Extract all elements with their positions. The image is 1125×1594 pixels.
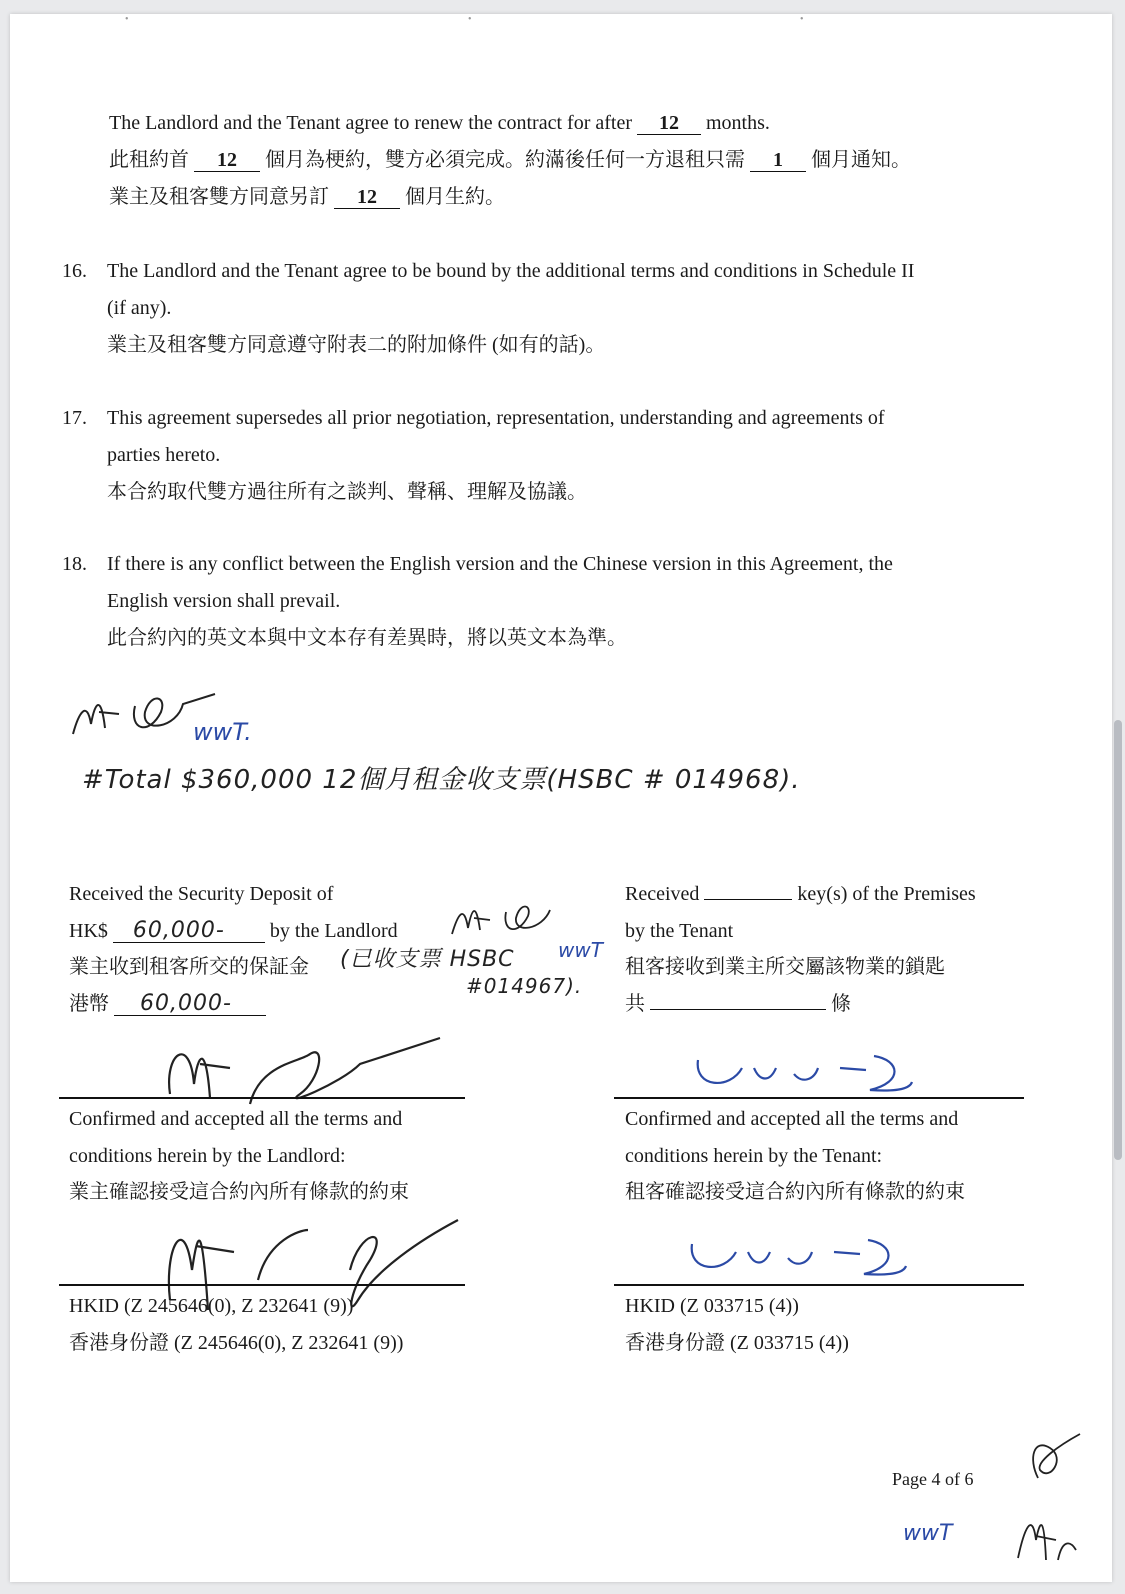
tenant-hkid: HKID (Z 033715 (4)): [625, 1295, 799, 1317]
clause15-renew-en: The Landlord and the Tenant agree to renew the contract for after 12 months.: [109, 112, 770, 134]
keys-zh-count-blank: [650, 991, 826, 1010]
deposit-zh-amount-handwritten: 60,000-: [114, 993, 266, 1016]
handwritten-payment-note: #Total $360,000 12個月租金收支票(HSBC # 014968).: [82, 765, 801, 795]
clause17-number: 17.: [62, 407, 87, 429]
clause18-en-line1: If there is any conflict between the English version and the Chinese version in this Agreement, the: [107, 553, 893, 575]
footer-signature: [1010, 1500, 1080, 1570]
landlord-hkid: HKID (Z 245646(0), Z 232641 (9)): [69, 1295, 354, 1317]
clause15-renew-zh: 業主及租客雙方同意另訂 12 個月生約。: [109, 186, 505, 208]
tenant-signature-line-2: [614, 1284, 1024, 1286]
clause16-en-line1: The Landlord and the Tenant agree to be bound by the additional terms and conditions in Schedule II: [107, 260, 915, 282]
scan-mark: •: [468, 14, 472, 25]
footer-initials-wwt: wwT: [903, 1521, 953, 1546]
tenant-signature-2: [684, 1222, 914, 1282]
landlord-signature-line-2: [59, 1284, 465, 1286]
landlord-confirm-line1: Confirmed and accepted all the terms and: [69, 1108, 403, 1130]
clause18-zh: 此合約內的英文本與中文本存有差異時，將以英文本為準。: [107, 627, 627, 649]
tenant-confirm-zh: 租客確認接受這合約內所有條款的約束: [625, 1181, 965, 1203]
landlord-confirm-line2: conditions herein by the Landlord:: [69, 1145, 346, 1167]
tenant-confirm-line2: conditions herein by the Tenant:: [625, 1145, 883, 1167]
page-number: Page 4 of 6: [892, 1469, 974, 1489]
clause17-zh: 本合約取代雙方過往所有之談判、聲稱、理解及協議。: [107, 481, 587, 503]
landlord-hkid-zh: 香港身份證 (Z 245646(0), Z 232641 (9)): [69, 1332, 404, 1354]
clause16-number: 16.: [62, 260, 87, 282]
deposit-amount-line: HK$ 60,000- by the Landlord: [69, 918, 398, 943]
renew-months-blank: 12: [637, 112, 701, 135]
deposit-received-label: Received the Security Deposit of: [69, 883, 334, 905]
keys-by-tenant: by the Tenant: [625, 920, 734, 942]
document-page: [10, 14, 1112, 1582]
handwritten-initials-wwt-deposit: wwT: [558, 938, 603, 962]
keys-zh-count-line: 共 條: [625, 993, 851, 1015]
clause17-en-line1: This agreement supersedes all prior negotiation, representation, understanding and agreements of: [107, 407, 885, 429]
handwritten-cheque-note: (已收支票 HSBC: [340, 947, 515, 972]
clause18-number: 18.: [62, 553, 87, 575]
deposit-amount-handwritten: 60,000-: [113, 920, 265, 943]
scan-mark: •: [125, 14, 129, 25]
handwritten-initials-wwt: wwT.: [193, 718, 252, 746]
notice-months-blank: 1: [750, 149, 806, 172]
keys-received-line: Received key(s) of the Premises: [625, 883, 976, 905]
vertical-scrollbar[interactable]: [1114, 720, 1122, 1160]
clause18-en-line2: English version shall prevail.: [107, 590, 341, 612]
scan-mark: •: [800, 14, 804, 25]
fixed-months-blank: 12: [194, 149, 260, 172]
handwritten-signature-deposit: [446, 894, 556, 944]
landlord-signature-line-1: [59, 1097, 465, 1099]
clause16-zh: 業主及租客雙方同意遵守附表二的附加條件 (如有的話)。: [107, 334, 606, 356]
tenant-signature-1: [690, 1038, 920, 1098]
handwritten-cheque-number: #014967).: [466, 974, 583, 998]
tenant-signature-line-1: [614, 1097, 1024, 1099]
clause17-en-line2: parties hereto.: [107, 444, 221, 466]
tenant-confirm-line1: Confirmed and accepted all the terms and: [625, 1108, 959, 1130]
renew-months-zh-blank: 12: [334, 186, 400, 209]
footer-initial-mark: [1010, 1418, 1090, 1488]
tenant-hkid-zh: 香港身份證 (Z 033715 (4)): [625, 1332, 849, 1354]
keys-count-blank: [704, 881, 792, 900]
deposit-zh-label: 業主收到租客所交的保証金: [69, 956, 309, 978]
landlord-confirm-zh: 業主確認接受這合約內所有條款的約束: [69, 1181, 409, 1203]
deposit-zh-amount-line: 港幣 60,000-: [69, 991, 266, 1017]
keys-zh-label: 租客接收到業主所交屬該物業的鎖匙: [625, 956, 945, 978]
clause16-en-line2: (if any).: [107, 297, 172, 319]
clause15-fixed-term-zh: 此租約首 12 個月為梗約，雙方必須完成。約滿後任何一方退租只需 1 個月通知。: [109, 149, 911, 171]
